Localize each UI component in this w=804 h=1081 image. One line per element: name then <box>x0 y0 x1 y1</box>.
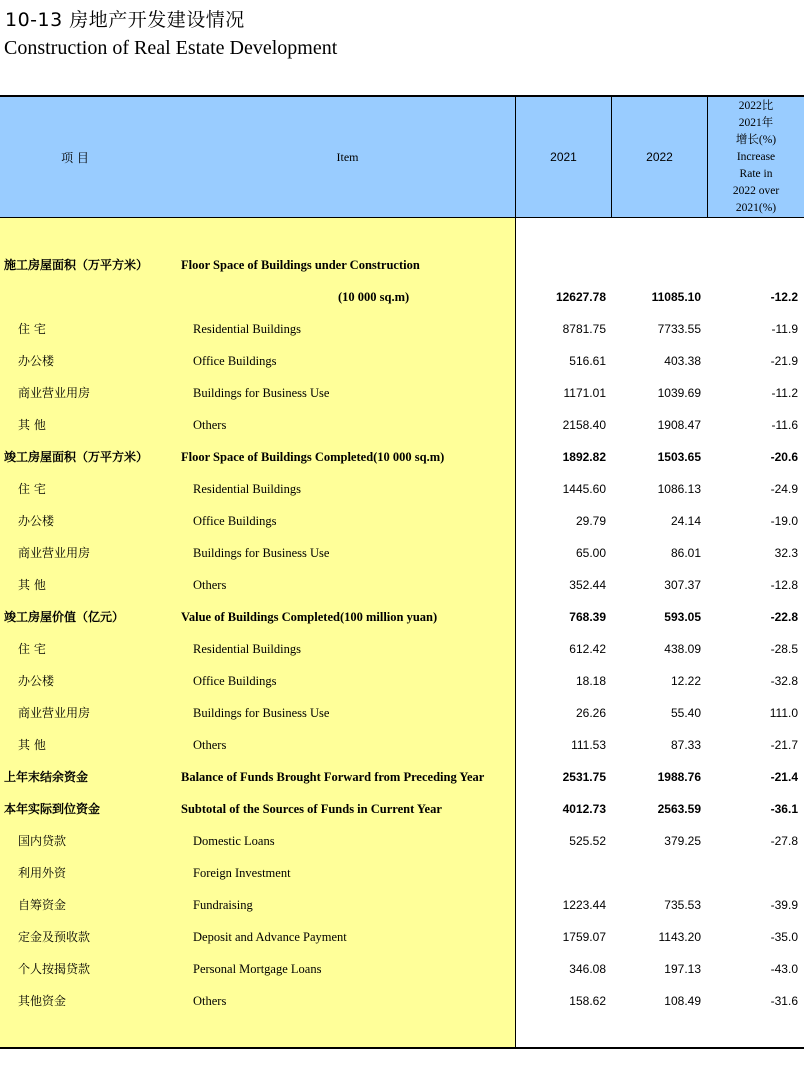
row-label-en: Domestic Loans <box>193 834 275 848</box>
value-2022: 1039.69 <box>657 386 701 400</box>
table-row <box>0 633 804 665</box>
value-increase-rate: -24.9 <box>770 482 798 496</box>
value-2022: 55.40 <box>670 706 701 720</box>
table-row <box>0 953 804 985</box>
table-header <box>0 97 804 218</box>
value-increase-rate: -28.5 <box>770 642 798 656</box>
row-label-en: Subtotal of the Sources of Funds in Current Year <box>181 802 442 816</box>
row-label-en: Residential Buildings <box>193 322 301 336</box>
row-label-en: Buildings for Business Use <box>193 546 330 560</box>
header-rate-line: 2022比 <box>738 99 774 112</box>
row-label-en: Office Buildings <box>193 514 277 528</box>
table-row <box>0 889 804 921</box>
row-label-en: Floor Space of Buildings Completed(10 000 sq.m) <box>181 450 445 464</box>
value-2021: 346.08 <box>569 962 606 976</box>
table-title-en: Construction of Real Estate Development <box>4 37 338 59</box>
value-2022: 593.05 <box>664 610 701 624</box>
row-label-en: Balance of Funds Brought Forward from Preceding Year <box>181 770 485 784</box>
value-2022: 12.22 <box>670 674 701 688</box>
table-row <box>0 569 804 601</box>
value-2021: 8781.75 <box>562 322 606 336</box>
value-2022: 11085.10 <box>651 290 701 304</box>
header-increase-rate <box>708 97 804 217</box>
value-increase-rate: 111.0 <box>769 706 798 720</box>
row-label-cn: 商业营业用房 <box>18 546 91 560</box>
header-rate-line: 增长(%) <box>735 133 777 146</box>
row-label-cn: 国内贷款 <box>18 834 67 848</box>
value-increase-rate: -36.1 <box>770 802 798 816</box>
row-label-cn: 施工房屋面积（万平方米） <box>4 258 149 272</box>
value-2021: 525.52 <box>569 834 606 848</box>
table-row <box>0 345 804 377</box>
row-label-en: Office Buildings <box>193 674 277 688</box>
row-label-cn: 上年末结余资金 <box>4 770 89 784</box>
value-2022: 438.09 <box>664 642 701 656</box>
row-label-cn: 商业营业用房 <box>18 706 91 720</box>
value-2021: 1445.60 <box>562 482 606 496</box>
table-row <box>0 505 804 537</box>
value-increase-rate: -27.8 <box>770 834 798 848</box>
row-label-en: Fundraising <box>193 898 253 912</box>
value-2022: 1086.13 <box>657 482 701 496</box>
row-label-en: Others <box>193 994 227 1008</box>
table-row <box>0 537 804 569</box>
value-2022: 735.53 <box>664 898 701 912</box>
row-label-en: Residential Buildings <box>193 642 301 656</box>
table-row <box>0 665 804 697</box>
row-label-en: Others <box>193 418 227 432</box>
table-row <box>0 313 804 345</box>
row-label-cn: 自筹资金 <box>18 898 67 912</box>
value-increase-rate: -12.8 <box>770 578 798 592</box>
value-increase-rate: -12.2 <box>770 290 798 304</box>
header-item-en: Item <box>336 149 359 164</box>
row-label-cn: 办公楼 <box>18 674 55 688</box>
row-label-en: Foreign Investment <box>193 866 291 880</box>
value-increase-rate: -21.7 <box>770 738 798 752</box>
row-label-cn: 住 宅 <box>18 642 46 656</box>
value-increase-rate: -22.8 <box>770 610 798 624</box>
table-row <box>0 761 804 793</box>
value-increase-rate: -19.0 <box>770 514 798 528</box>
value-2022: 197.13 <box>664 962 701 976</box>
row-label-cn: 办公楼 <box>18 354 55 368</box>
row-label-en: Others <box>193 578 227 592</box>
row-label-en: Personal Mortgage Loans <box>193 962 322 976</box>
row-label-cn: 办公楼 <box>18 514 55 528</box>
value-increase-rate: -11.9 <box>771 322 798 336</box>
value-2022: 1908.47 <box>657 418 701 432</box>
row-label-en: Others <box>193 738 227 752</box>
value-2021: 65.00 <box>575 546 606 560</box>
row-label-cn: 竣工房屋面积（万平方米） <box>4 450 149 464</box>
row-label-en: (10 000 sq.m) <box>338 290 410 304</box>
row-label-cn: 其 他 <box>18 738 46 752</box>
table-row <box>0 985 804 1017</box>
value-2021: 1759.07 <box>562 930 606 944</box>
table-row <box>0 441 804 473</box>
value-increase-rate: -21.4 <box>770 770 798 784</box>
value-2021: 111.53 <box>571 738 606 752</box>
value-2021: 612.42 <box>569 642 606 656</box>
value-increase-rate: -43.0 <box>770 962 798 976</box>
table-row <box>0 793 804 825</box>
value-2021: 29.79 <box>575 514 606 528</box>
row-label-cn: 商业营业用房 <box>18 386 91 400</box>
value-increase-rate: -21.9 <box>770 354 798 368</box>
value-increase-rate: -11.2 <box>771 386 798 400</box>
table-row <box>0 249 804 281</box>
value-2022: 87.33 <box>670 738 701 752</box>
value-increase-rate: -32.8 <box>770 674 798 688</box>
bottom-rule <box>0 1047 804 1049</box>
value-2021: 26.26 <box>575 706 606 720</box>
row-label-cn: 竣工房屋价值（亿元） <box>4 610 125 624</box>
value-2022: 108.49 <box>664 994 701 1008</box>
value-2022: 1143.20 <box>658 930 701 944</box>
value-2021: 768.39 <box>569 610 606 624</box>
row-label-en: Floor Space of Buildings under Construction <box>181 258 420 272</box>
header-year-2022: 2022 <box>646 150 673 164</box>
row-label-en: Deposit and Advance Payment <box>193 930 347 944</box>
header-rate-line: Increase <box>736 150 776 163</box>
value-2021: 12627.78 <box>555 290 606 304</box>
value-2022: 403.38 <box>664 354 701 368</box>
header-item-cn: 项 目 <box>61 150 89 165</box>
row-label-cn: 住 宅 <box>18 322 46 336</box>
table-row <box>0 825 804 857</box>
table-body <box>0 249 804 1017</box>
header-year-2021: 2021 <box>550 150 577 164</box>
value-increase-rate: -35.0 <box>770 930 798 944</box>
table-row <box>0 601 804 633</box>
table-row <box>0 377 804 409</box>
row-label-cn: 定金及预收款 <box>18 930 91 944</box>
row-label-en: Residential Buildings <box>193 482 301 496</box>
value-increase-rate: -39.9 <box>770 898 798 912</box>
row-label-en: Buildings for Business Use <box>193 706 330 720</box>
value-increase-rate: -20.6 <box>770 450 798 464</box>
table-row <box>0 921 804 953</box>
row-label-cn: 住 宅 <box>18 482 46 496</box>
table-row <box>0 473 804 505</box>
row-label-en: Office Buildings <box>193 354 277 368</box>
value-2022: 7733.55 <box>657 322 701 336</box>
header-rate-line: 2021年 <box>738 116 774 129</box>
table-row <box>0 281 804 313</box>
value-2022: 1503.65 <box>657 450 701 464</box>
value-2022: 379.25 <box>664 834 701 848</box>
header-rate-line: Rate in <box>739 167 773 180</box>
value-2021: 352.44 <box>569 578 606 592</box>
header-rate-line: 2021(%) <box>735 201 777 214</box>
row-label-cn: 其他资金 <box>18 994 67 1008</box>
value-2021: 1171.01 <box>563 386 606 400</box>
value-2021: 1223.44 <box>562 898 606 912</box>
value-2022: 1988.76 <box>657 770 701 784</box>
row-label-cn: 本年实际到位资金 <box>4 802 101 816</box>
row-label-cn: 其 他 <box>18 418 46 432</box>
table-row <box>0 697 804 729</box>
value-2021: 1892.82 <box>562 450 606 464</box>
row-label-cn: 个人按揭贷款 <box>18 962 91 976</box>
value-2022: 86.01 <box>670 546 701 560</box>
header-rate-line: 2022 over <box>732 184 780 197</box>
value-2021: 516.61 <box>569 354 606 368</box>
value-2021: 2531.75 <box>562 770 606 784</box>
row-label-cn: 其 他 <box>18 578 46 592</box>
value-2022: 24.14 <box>670 514 701 528</box>
table-row <box>0 729 804 761</box>
value-2021: 18.18 <box>575 674 606 688</box>
table-title-cn: 10-13 房地产开发建设情况 <box>5 9 245 31</box>
table-row <box>0 409 804 441</box>
value-2021: 4012.73 <box>562 802 606 816</box>
value-increase-rate: -31.6 <box>770 994 798 1008</box>
value-2022: 307.37 <box>664 578 701 592</box>
row-label-en: Value of Buildings Completed(100 million yuan) <box>181 610 438 624</box>
table-row <box>0 857 804 889</box>
value-increase-rate: -11.6 <box>771 418 798 432</box>
value-2021: 2158.40 <box>562 418 606 432</box>
row-label-en: Buildings for Business Use <box>193 386 330 400</box>
row-label-cn: 利用外资 <box>18 866 67 880</box>
value-increase-rate: 32.3 <box>774 546 798 560</box>
value-2021: 158.62 <box>569 994 606 1008</box>
value-2022: 2563.59 <box>657 802 701 816</box>
